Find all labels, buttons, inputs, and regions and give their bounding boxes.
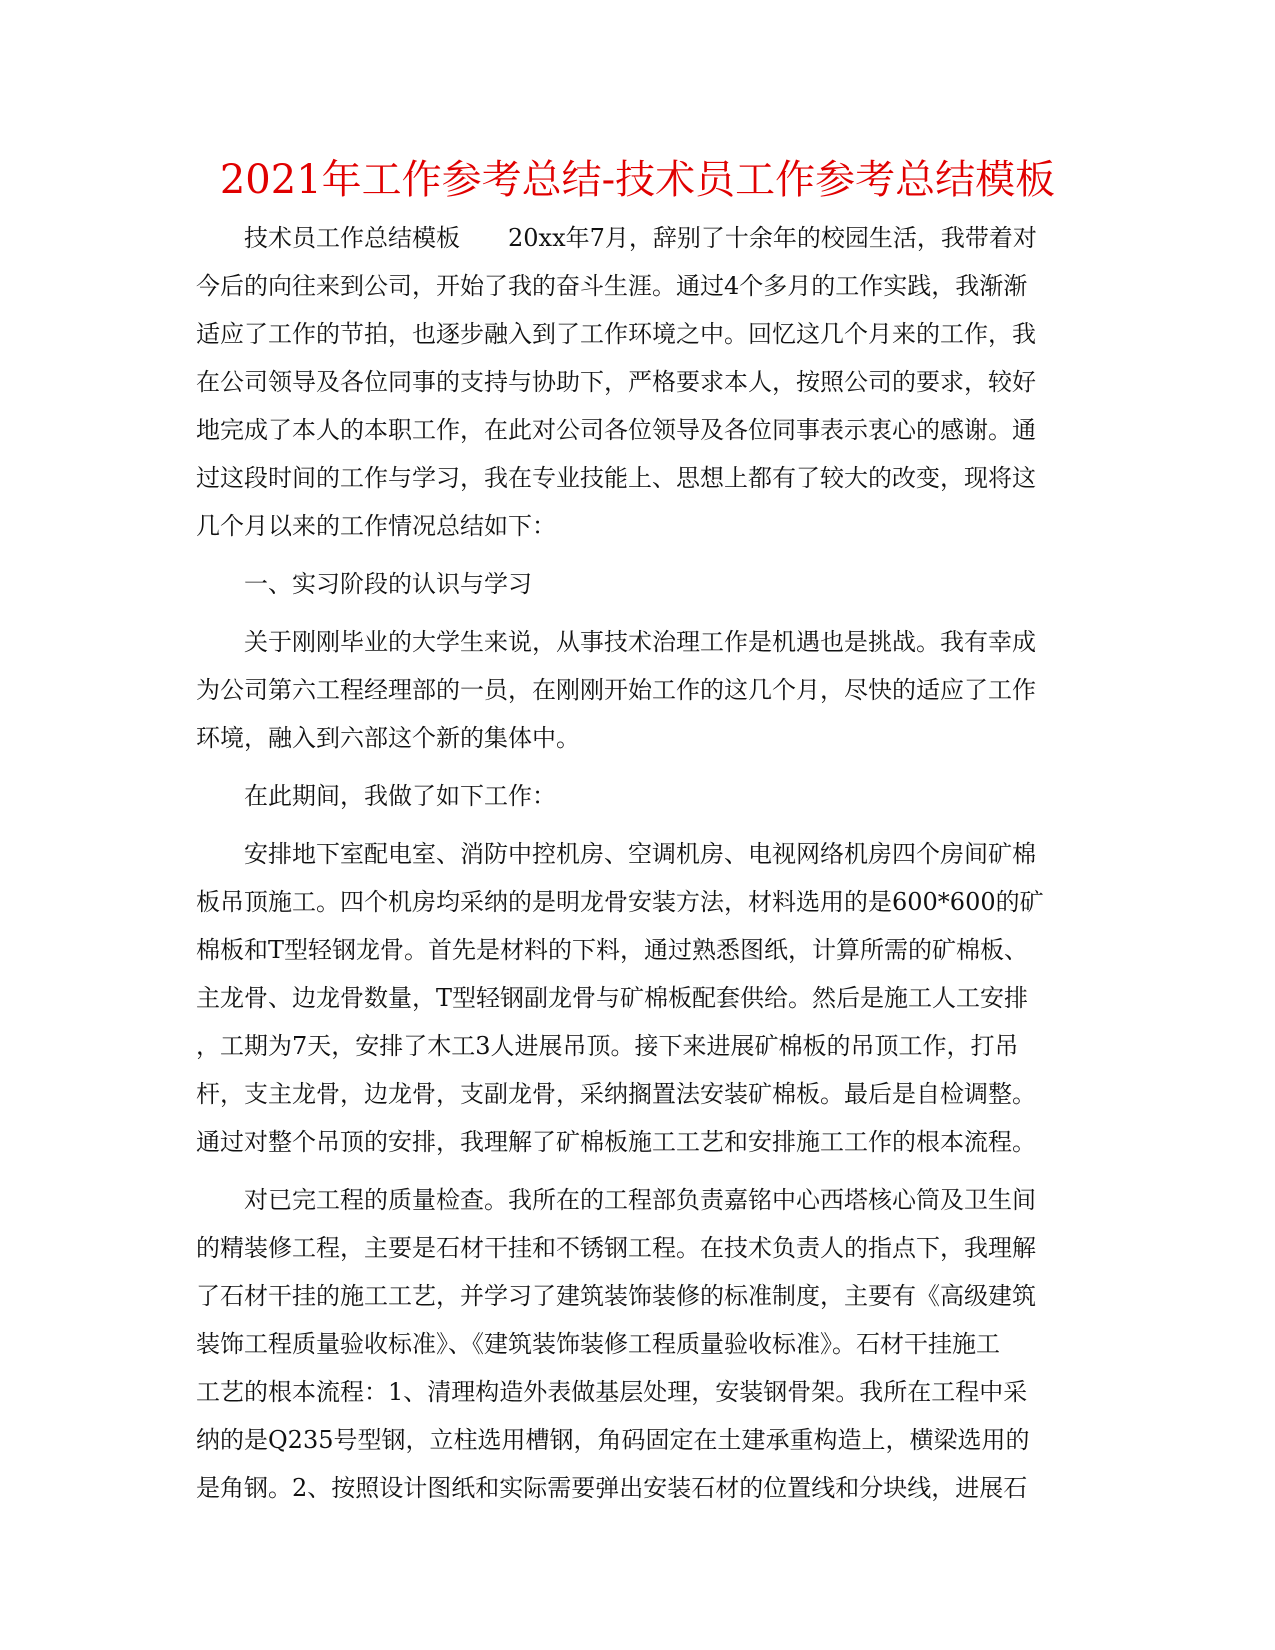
- text-line: 装饰工程质量验收标准》、《建筑装饰装修工程质量验收标准》。石材干挂施工: [196, 1330, 1000, 1358]
- paragraph-quality-check: [196, 1176, 1076, 1512]
- text-line: 工艺的根本流程：1、清理构造外表做基层处理，安装钢骨架。我所在工程中采: [196, 1378, 1028, 1406]
- text-line: 几个月以来的工作情况总结如下：: [196, 512, 556, 540]
- text-line: 通过对整个吊顶的安排，我理解了矿棉板施工工艺和安排施工工作的根本流程。: [196, 1128, 1036, 1156]
- text-line: 主龙骨、边龙骨数量，T型轻钢副龙骨与矿棉板配套供给。然后是施工人工安排: [196, 984, 1029, 1012]
- paragraph-tasks-intro: [196, 772, 1076, 820]
- text-line: 适应了工作的节拍，也逐步融入到了工作环境之中。回忆这几个月来的工作，我: [196, 320, 1036, 348]
- text-line: 对已完工程的质量检查。我所在的工程部负责嘉铭中心西塔核心筒及卫生间: [196, 1186, 1036, 1214]
- text-line: 过这段时间的工作与学习，我在专业技能上、思想上都有了较大的改变，现将这: [196, 464, 1036, 492]
- text-line: 杆，支主龙骨，边龙骨，支副龙骨，采纳搁置法安装矿棉板。最后是自检调整。: [196, 1080, 1036, 1108]
- text-line: 板吊顶施工。四个机房均采纳的是明龙骨安装方法，材料选用的是600*600的矿: [196, 888, 1044, 916]
- text-line: 纳的是Q235号型钢，立柱选用槽钢，角码固定在土建承重构造上，横梁选用的: [196, 1426, 1030, 1454]
- text-line: 的精装修工程，主要是石材干挂和不锈钢工程。在技术负责人的指点下，我理解: [196, 1234, 1036, 1262]
- text-line: 安排地下室配电室、消防中控机房、空调机房、电视网络机房四个房间矿棉: [196, 840, 1036, 868]
- text-line: 关于刚刚毕业的大学生来说，从事技术治理工作是机遇也是挑战。我有幸成: [196, 628, 1036, 656]
- paragraph-intro: [196, 214, 1076, 550]
- text-line: 棉板和T型轻钢龙骨。首先是材料的下料，通过熟悉图纸，计算所需的矿棉板、: [196, 936, 1029, 964]
- text-line: ，工期为7天，安排了木工3人进展吊顶。接下来进展矿棉板的吊顶工作，打吊: [196, 1032, 1019, 1060]
- text-line: 技术员工作总结模板 20xx年7月，辞别了十余年的校园生活，我带着对: [196, 224, 1037, 252]
- text-line: 在此期间，我做了如下工作：: [196, 782, 556, 810]
- text-line: 是角钢。2、按照设计图纸和实际需要弹出安装石材的位置线和分块线，进展石: [196, 1474, 1028, 1502]
- paragraph-internship: [196, 618, 1076, 762]
- text-line: 环境，融入到六部这个新的集体中。: [196, 724, 580, 752]
- text-line: 在公司领导及各位同事的支持与协助下，严格要求本人，按照公司的要求，较好: [196, 368, 1036, 396]
- text-line: 了石材干挂的施工工艺，并学习了建筑装饰装修的标准制度，主要有《高级建筑: [196, 1282, 1036, 1310]
- text-line: 今后的向往来到公司，开始了我的奋斗生涯。通过4个多月的工作实践，我渐渐: [196, 272, 1028, 300]
- text-line: 地完成了本人的本职工作，在此对公司各位领导及各位同事表示衷心的感谢。通: [196, 416, 1036, 444]
- heading-line: 一、实习阶段的认识与学习: [196, 570, 532, 598]
- paragraph-ceiling-work: [196, 830, 1076, 1166]
- document-title: 2021年工作参考总结-技术员工作参考总结模板: [219, 157, 1056, 203]
- text-line: 为公司第六工程经理部的一员，在刚刚开始工作的这几个月，尽快的适应了工作: [196, 676, 1036, 704]
- document-body: [196, 214, 1076, 1512]
- section-heading: [196, 560, 1076, 608]
